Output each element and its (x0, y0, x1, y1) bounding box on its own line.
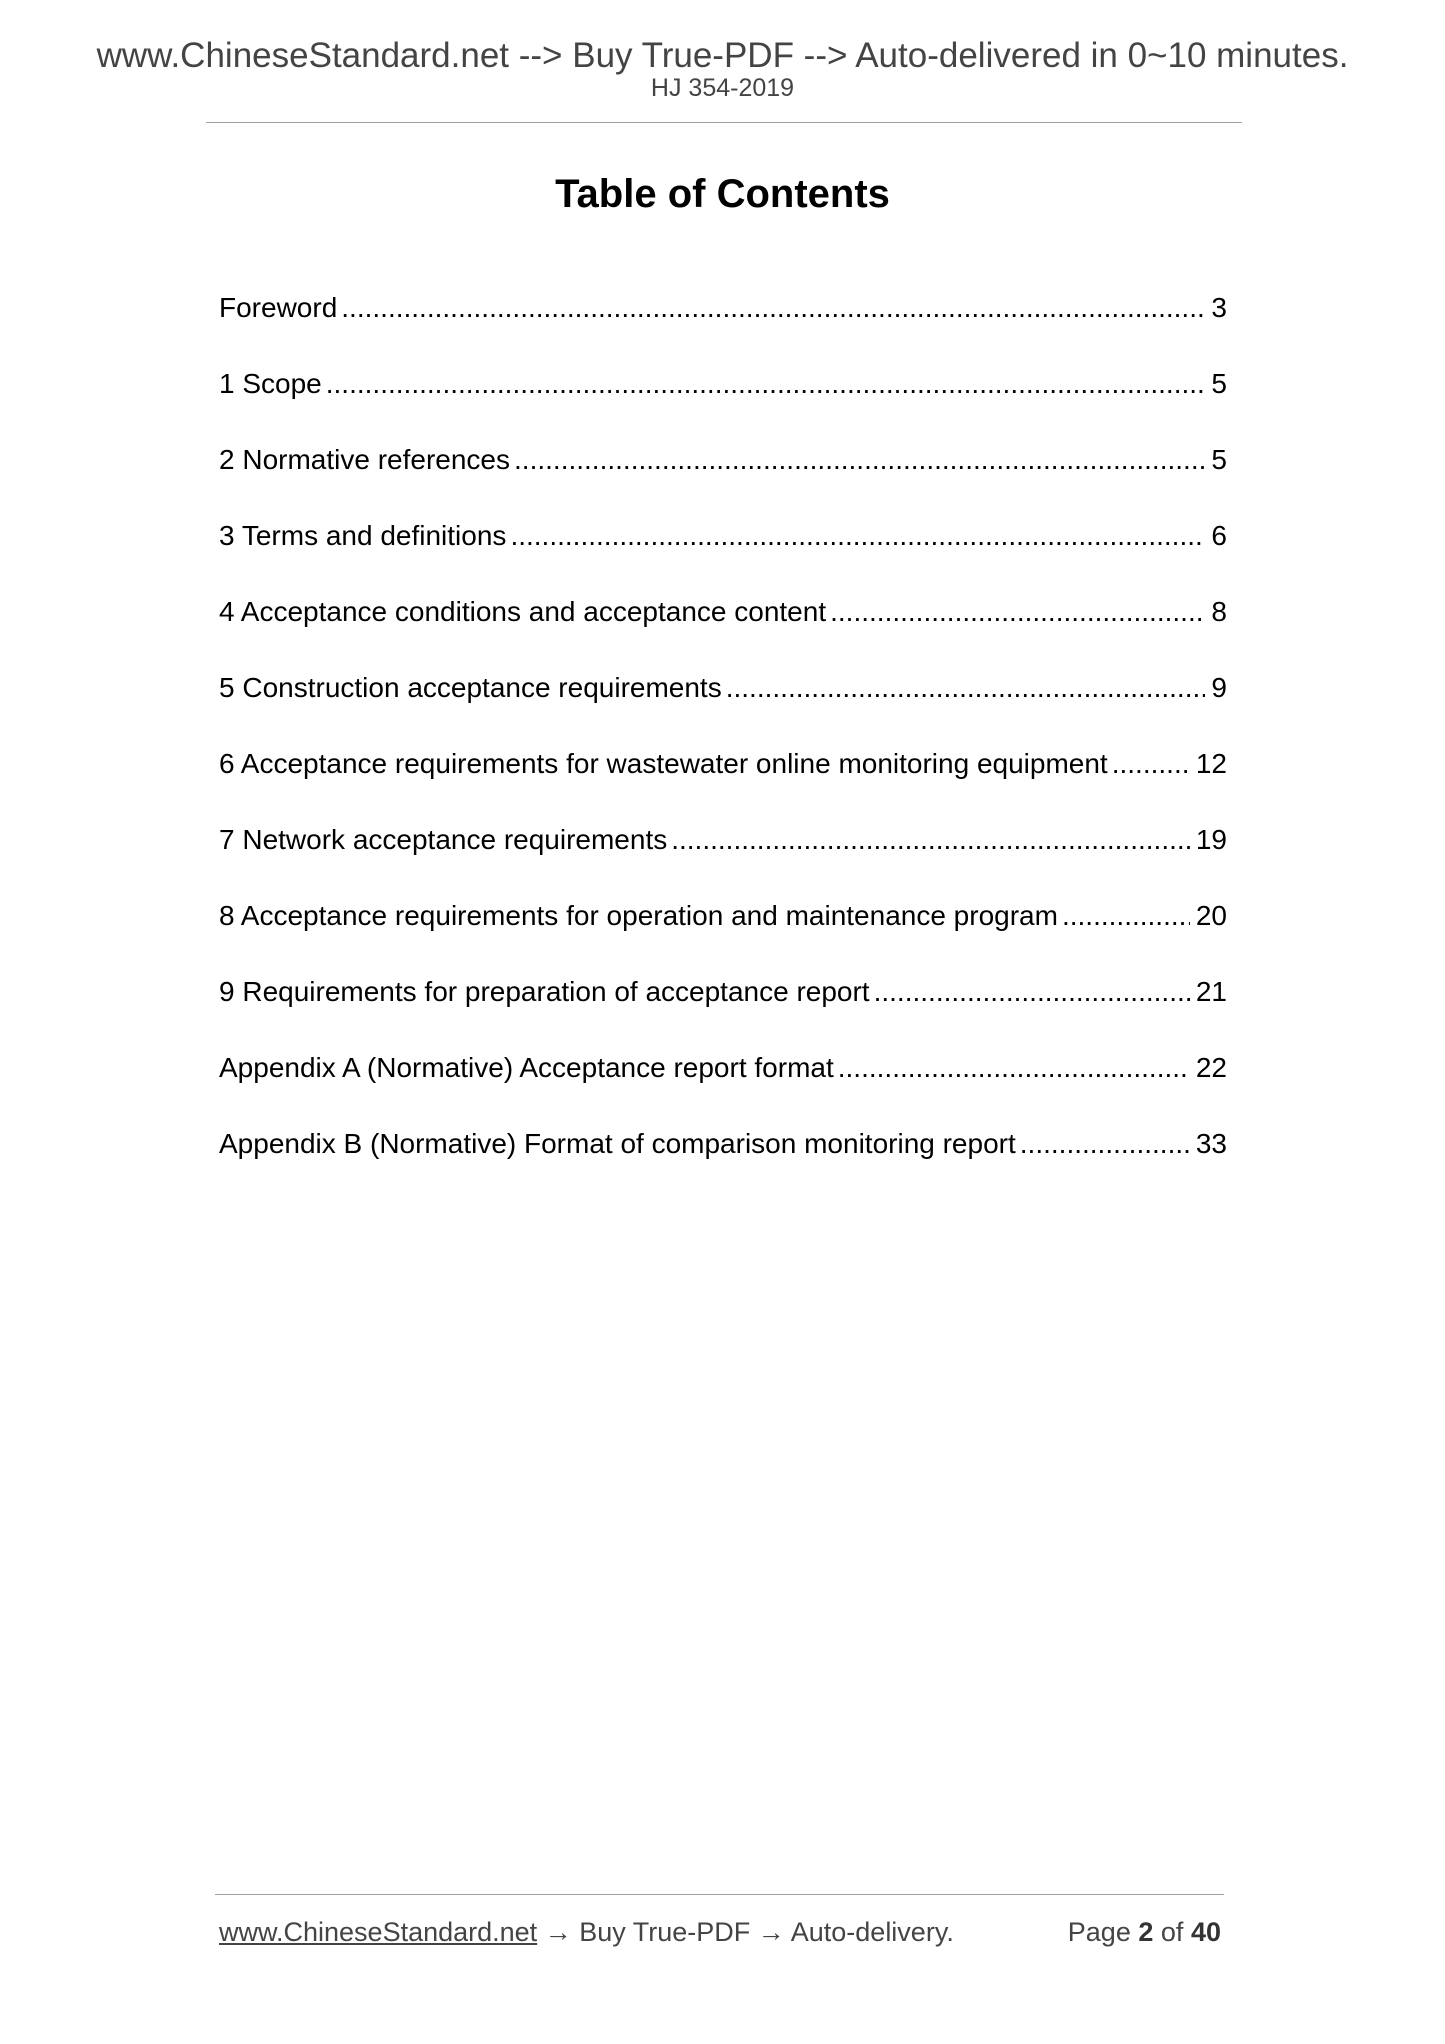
toc-entry-page: 3 (1211, 292, 1227, 323)
footer-tagline: → Buy True-PDF → Auto-delivery. (537, 1917, 954, 1947)
toc-entry-label: Appendix B (Normative) Format of comparison monitoring report (219, 1128, 1016, 1159)
toc-entry-page: 33 (1195, 1128, 1227, 1159)
toc-entry-page: 5 (1211, 444, 1227, 475)
toc-entry-operation-maintenance[interactable] (219, 896, 1227, 972)
toc-entry-page: 20 (1195, 900, 1227, 931)
toc-entry-network-acceptance[interactable] (219, 820, 1227, 896)
toc-entry-construction-acceptance[interactable] (219, 668, 1227, 744)
toc-entry-page: 22 (1195, 1052, 1227, 1083)
toc-entry-label: 3 Terms and definitions (219, 520, 507, 551)
toc-dot-leader (838, 1048, 1190, 1088)
toc-dot-leader (830, 592, 1205, 632)
toc-entry-page: 6 (1211, 520, 1227, 551)
toc-entry-label: 7 Network acceptance requirements (219, 824, 668, 855)
toc-entry-label: 2 Normative references (219, 444, 511, 475)
table-of-contents (219, 288, 1227, 1200)
toc-entry-appendix-b[interactable] (219, 1124, 1227, 1200)
toc-entry-page: 8 (1211, 596, 1227, 627)
toc-entry-label: 8 Acceptance requirements for operation and maintenance program (219, 900, 1058, 931)
site-banner: www.ChineseStandard.net --> Buy True-PDF --> Auto-delivered in 0~10 minutes. (96, 36, 1349, 75)
toc-dot-leader (514, 440, 1205, 480)
total-page-count: 40 (1190, 1917, 1221, 1947)
toc-entry-label: 1 Scope (219, 368, 322, 399)
page-footer (219, 1914, 1221, 1950)
footer-left (219, 1914, 954, 1950)
toc-entry-page: 21 (1195, 976, 1227, 1007)
toc-entry-report-preparation[interactable] (219, 972, 1227, 1048)
page-number-indicator (1068, 1914, 1221, 1950)
toc-entry-page: 5 (1211, 368, 1227, 399)
toc-entry-foreword[interactable] (219, 288, 1227, 364)
toc-entry-label: Foreword (219, 292, 338, 323)
toc-entry-terms-definitions[interactable] (219, 516, 1227, 592)
header-divider (206, 122, 1242, 123)
toc-dot-leader (874, 972, 1190, 1012)
page-word: Page (1067, 1917, 1131, 1947)
toc-dot-leader (326, 364, 1206, 404)
toc-entry-label: 6 Acceptance requirements for wastewater online monitoring equipment (219, 748, 1108, 779)
toc-dot-leader (1112, 744, 1190, 784)
toc-title: Table of Contents (555, 172, 890, 216)
toc-entry-label: Appendix A (Normative) Acceptance report format (219, 1052, 834, 1083)
footer-site-link[interactable]: www.ChineseStandard.net (219, 1917, 538, 1947)
toc-entry-page: 12 (1195, 748, 1227, 779)
toc-dot-leader (1020, 1124, 1190, 1164)
current-page-number: 2 (1138, 1917, 1154, 1947)
toc-entry-normative-references[interactable] (219, 440, 1227, 516)
footer-divider (215, 1894, 1224, 1895)
toc-dot-leader (510, 516, 1205, 556)
document-code: HJ 354-2019 (650, 74, 795, 102)
toc-dot-leader (341, 288, 1205, 328)
toc-entry-page: 19 (1195, 824, 1227, 855)
toc-dot-leader (726, 668, 1206, 708)
toc-entry-label: 5 Construction acceptance requirements (219, 672, 722, 703)
toc-dot-leader (671, 820, 1190, 860)
of-word: of (1160, 1917, 1184, 1947)
toc-dot-leader (1062, 896, 1190, 936)
toc-entry-label: 4 Acceptance conditions and acceptance content (219, 596, 827, 627)
toc-entry-acceptance-conditions[interactable] (219, 592, 1227, 668)
toc-entry-label: 9 Requirements for preparation of acceptance report (219, 976, 870, 1007)
toc-entry-scope[interactable] (219, 364, 1227, 440)
toc-entry-appendix-a[interactable] (219, 1048, 1227, 1124)
toc-entry-page: 9 (1211, 672, 1227, 703)
toc-entry-equipment-acceptance[interactable] (219, 744, 1227, 820)
